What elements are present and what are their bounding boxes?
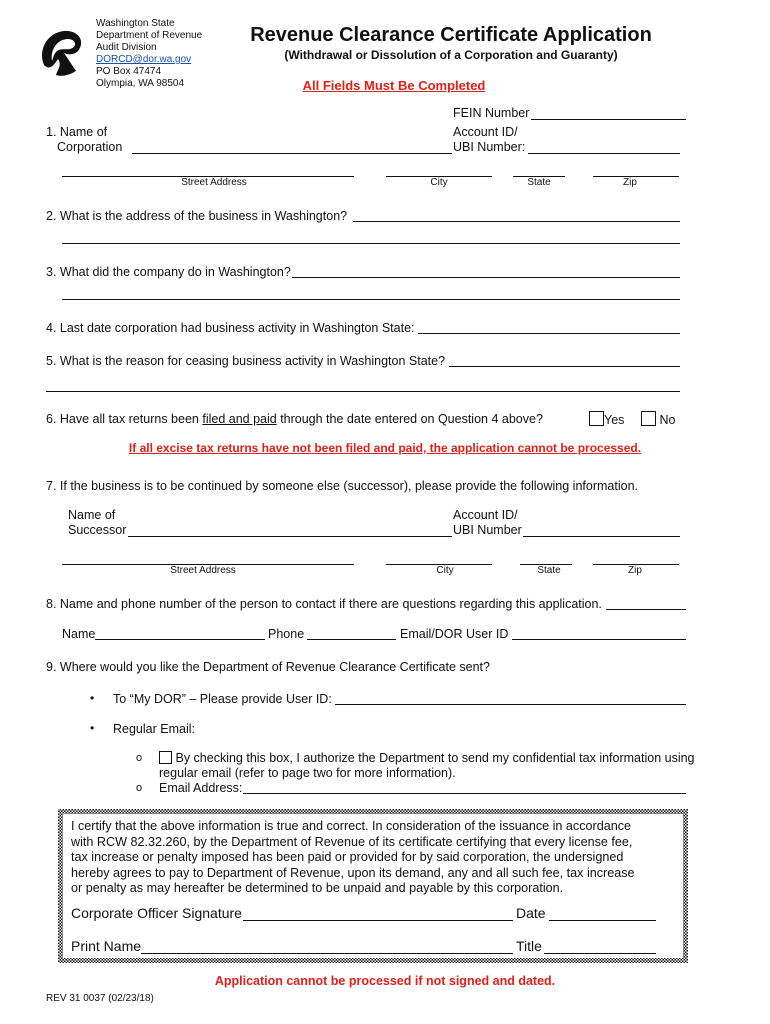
email-link[interactable]: DORCD@dor.wa.gov [96, 54, 192, 65]
certification-line: or penalty as may hereafter be determined to be unpaid and payable by this corporation. [71, 881, 564, 895]
contact-phone-label: Phone [268, 627, 305, 641]
q7-label: 7. If the business is to be continued by someone else (successor), please provide the following information. [46, 479, 638, 493]
bullet-icon: • [90, 721, 95, 735]
contact-userid-field[interactable] [512, 639, 686, 640]
title-field[interactable] [544, 953, 656, 954]
q6-no-option[interactable] [641, 411, 675, 428]
bullet-icon: • [90, 691, 95, 705]
successor-label-1: Name of [68, 508, 116, 522]
my-dor-label: To “My DOR” – Please provide User ID: [113, 692, 332, 706]
q9-label: 9. Where would you like the Department of Revenue Clearance Certificate sent? [46, 660, 490, 674]
q6-text-underlined: filed and paid [202, 412, 277, 426]
contact-name-field[interactable] [95, 639, 265, 640]
q8-label: 8. Name and phone number of the person to contact if there are questions regarding this application. [46, 597, 602, 611]
successor-street-caption: Street Address [170, 565, 236, 576]
account-id-label-1: Account ID/ [453, 125, 518, 139]
circle-bullet-icon: o [136, 752, 143, 764]
q6-yes-checkbox[interactable] [589, 411, 604, 426]
contact-phone-field[interactable] [307, 639, 396, 640]
successor-account-label-2: UBI Number [453, 523, 522, 537]
q3-field-line-2[interactable] [62, 299, 680, 300]
q2-field-line-2[interactable] [62, 243, 680, 244]
successor-city-caption: City [436, 565, 454, 576]
signature-field[interactable] [243, 920, 513, 921]
my-dor-userid-field[interactable] [335, 704, 686, 705]
q6-yes-label: Yes [604, 413, 625, 427]
certification-line: I certify that the above information is true and correct. In consideration of the issuance in accordance [71, 819, 632, 833]
email-address-label: Email Address: [159, 781, 243, 795]
authorize-email-checkbox[interactable] [159, 751, 172, 764]
q3-label: 3. What did the company do in Washington? [46, 265, 291, 279]
authorize-text: By checking this box, I authorize the Department to send my confidential tax information using [175, 751, 695, 765]
q2-field[interactable] [353, 221, 680, 222]
q8-field[interactable] [606, 609, 686, 610]
wa-dor-logo-icon [34, 25, 88, 79]
successor-label-2: Successor [68, 523, 127, 537]
fein-field[interactable] [531, 119, 686, 120]
successor-state-caption: State [537, 565, 561, 576]
agency-block [96, 18, 202, 90]
authorize-text-2: regular email (refer to page two for more information). [159, 766, 456, 780]
street-caption: Street Address [181, 177, 247, 188]
q6-yes-option[interactable] [589, 411, 624, 428]
certification-line: with RCW 82.32.260, by the Department of Revenue of its certificate certifying that every license fee, [71, 834, 633, 849]
contact-name-label: Name [62, 627, 96, 641]
agency-line: Department of Revenue [96, 30, 203, 41]
q6-text-pre: 6. Have all tax returns been [46, 412, 203, 426]
q4-date-field[interactable] [418, 333, 680, 334]
q6-text-post: through the date entered on Question 4 above? [276, 412, 543, 426]
successor-zip-caption: Zip [628, 565, 642, 576]
dor-logo [34, 25, 88, 79]
successor-account-label-1: Account ID/ [453, 508, 518, 522]
q2-label: 2. What is the address of the business in Washington? [46, 209, 348, 223]
corp-name-label-2: Corporation [57, 140, 123, 154]
q6-no-label: No [659, 413, 676, 427]
print-name-field[interactable] [141, 953, 513, 954]
page-title: Revenue Clearance Certificate Application [250, 24, 652, 46]
q3-field[interactable] [292, 277, 680, 278]
address-line: PO Box 47474 [96, 66, 162, 77]
agency-line: Audit Division [96, 42, 157, 53]
page-subtitle: (Withdrawal or Dissolution of a Corporation and Guaranty) [284, 48, 618, 62]
q6-no-checkbox[interactable] [641, 411, 656, 426]
certification-line: tax increase or penalty imposed has been paid or provided for by said corporation, the undersigned [71, 850, 624, 864]
fein-label: FEIN Number [453, 106, 530, 120]
ubi-number-field[interactable] [528, 153, 680, 154]
successor-name-field[interactable] [128, 536, 452, 537]
q5-field-line-2[interactable] [46, 391, 680, 392]
regular-email-label: Regular Email: [113, 722, 195, 736]
agency-line: Washington State [96, 18, 175, 29]
print-name-label: Print Name [71, 938, 142, 954]
corp-name-label-1: 1. Name of [46, 125, 108, 139]
signature-warning: Application cannot be processed if not signed and dated. [214, 974, 556, 988]
required-notice: All Fields Must Be Completed [302, 78, 486, 93]
circle-bullet-icon: o [136, 782, 143, 794]
title-label: Title [516, 938, 542, 954]
q6-label [46, 412, 543, 427]
form-number: REV 31 0037 (02/23/18) [46, 993, 154, 1004]
address-line: Olympia, WA 98504 [96, 78, 185, 89]
contact-userid-label: Email/DOR User ID [400, 627, 509, 641]
authorize-option[interactable] [159, 751, 695, 766]
zip-caption: Zip [623, 177, 637, 188]
date-field[interactable] [549, 920, 656, 921]
account-id-label-2: UBI Number: [453, 140, 526, 154]
state-caption: State [527, 177, 551, 188]
q5-label: 5. What is the reason for ceasing business activity in Washington State? [46, 354, 446, 368]
signature-label: Corporate Officer Signature [71, 905, 242, 921]
q4-label: 4. Last date corporation had business activity in Washington State: [46, 321, 415, 335]
email-address-field[interactable] [243, 793, 686, 794]
certification-text [71, 819, 683, 897]
certification-line: hereby agrees to pay to Department of Revenue, upon its demand, any and all such fee, tax increase [71, 865, 635, 880]
city-caption: City [430, 177, 448, 188]
corp-name-field[interactable] [132, 153, 452, 154]
q5-field[interactable] [449, 366, 680, 367]
q6-warning: If all excise tax returns have not been filed and paid, the application cannot be processed. [128, 441, 642, 455]
date-label: Date [516, 905, 546, 921]
successor-ubi-field[interactable] [523, 536, 680, 537]
